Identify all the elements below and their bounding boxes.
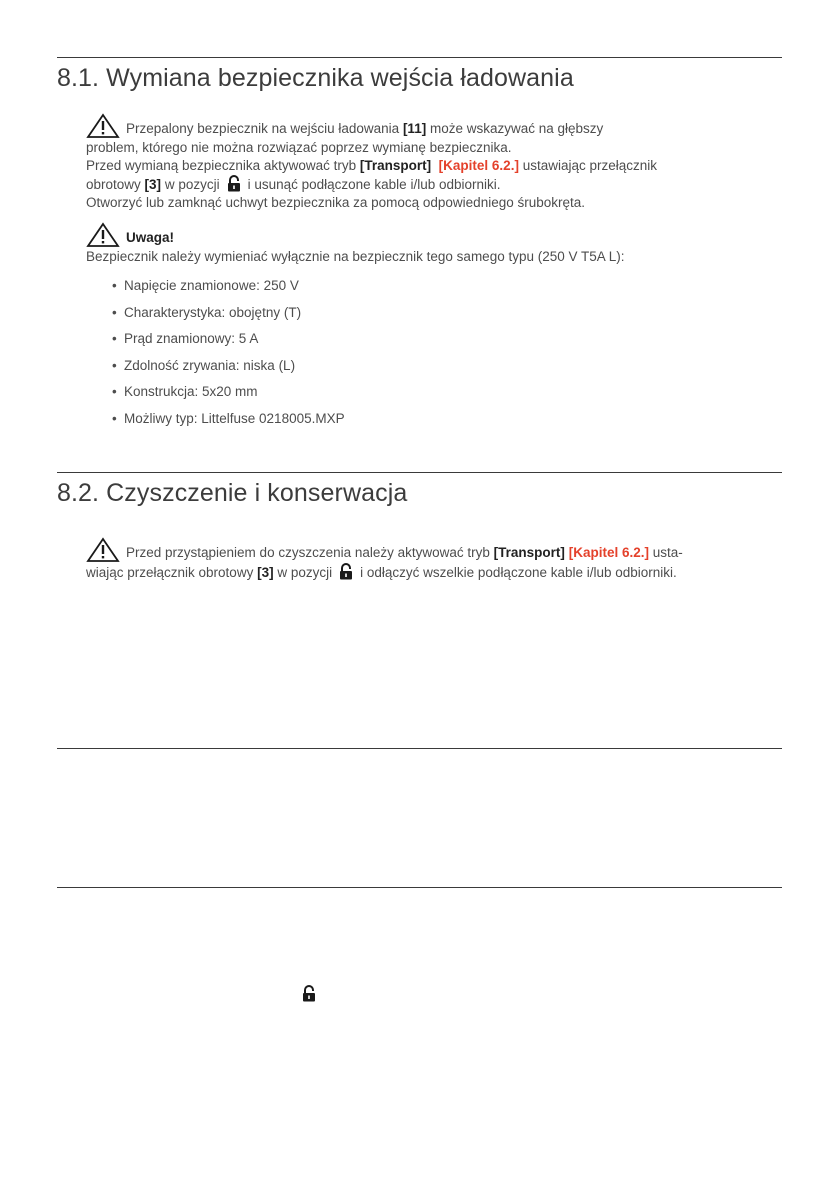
chapter-link[interactable]: [Kapitel 6.2.] [568,545,649,560]
reference-3: [3] [144,177,162,192]
section-divider-top [57,57,782,58]
section-divider [57,887,782,888]
list-item: • Możliwy typ: Littelfuse 0218005.MXP [112,410,345,426]
transport-mode-ref: [Transport] [359,158,432,173]
section-title-8-2: 8.2. Czyszczenie i konserwacja [57,479,408,507]
list-item: • Napięcie znamionowe: 250 V [112,278,299,293]
list-item: • Zdolność zrywania: niska (L) [112,357,296,373]
section-title-8-1: 8.1. Wymiana bezpiecznika wejścia ładowania [57,64,574,92]
warning-triangle-icon [86,222,120,248]
list-item: • Konstrukcja: 5x20 mm [112,384,258,399]
cleaning-warning-block: Przed przystąpieniem do czyszczenia należy aktywować tryb [Transport] [Kapitel 6.2.] usta- wiając przełącznik obrotowy [3] w pozycji i odłączyć wszelkie podłączone kable i/lub odbiorniki. [86,537,776,582]
chapter-link[interactable]: [Kapitel 6.2.] [438,158,519,173]
list-item: • Charakterystyka: obojętny (T) [112,304,302,320]
reference-3: [3] [257,565,274,580]
caution-text: Bezpiecznik należy wymieniać wyłącznie na bezpiecznik tego samego typu (250 V T5A L): [86,249,625,264]
transport-mode-ref: [Transport] [493,545,565,560]
warning-triangle-icon [86,537,120,563]
fuse-warning-block: Przepalony bezpiecznik na wejściu ładowania [11] może wskazywać na głębszy problem, którego nie można rozwiązać poprzez wymianę bezpiecznika. Przed wymianą bezpiecznika aktywować tryb [Transport] [Kapitel 6.2.] ustawiając przełącznik obrotowy [3] w pozycji i usunąć podłączone kable i/lub odbiorniki. Otworzyć lub zamknąć uchwyt bezpiecznika za pomocą odpowiedniego śrubokręta. [86,113,776,212]
fuse-spec-list [112,278,345,437]
caution-title: Uwaga! [126,230,175,245]
padlock-open-icon [338,563,354,580]
reference-11: [11] [402,121,427,136]
padlock-open-icon [301,985,317,1002]
section-divider [57,748,782,749]
section-divider [57,472,782,473]
list-item: • Prąd znamionowy: 5 A [112,331,259,346]
padlock-open-icon [226,175,242,192]
caution-block [86,222,776,266]
warning-triangle-icon [86,113,120,139]
